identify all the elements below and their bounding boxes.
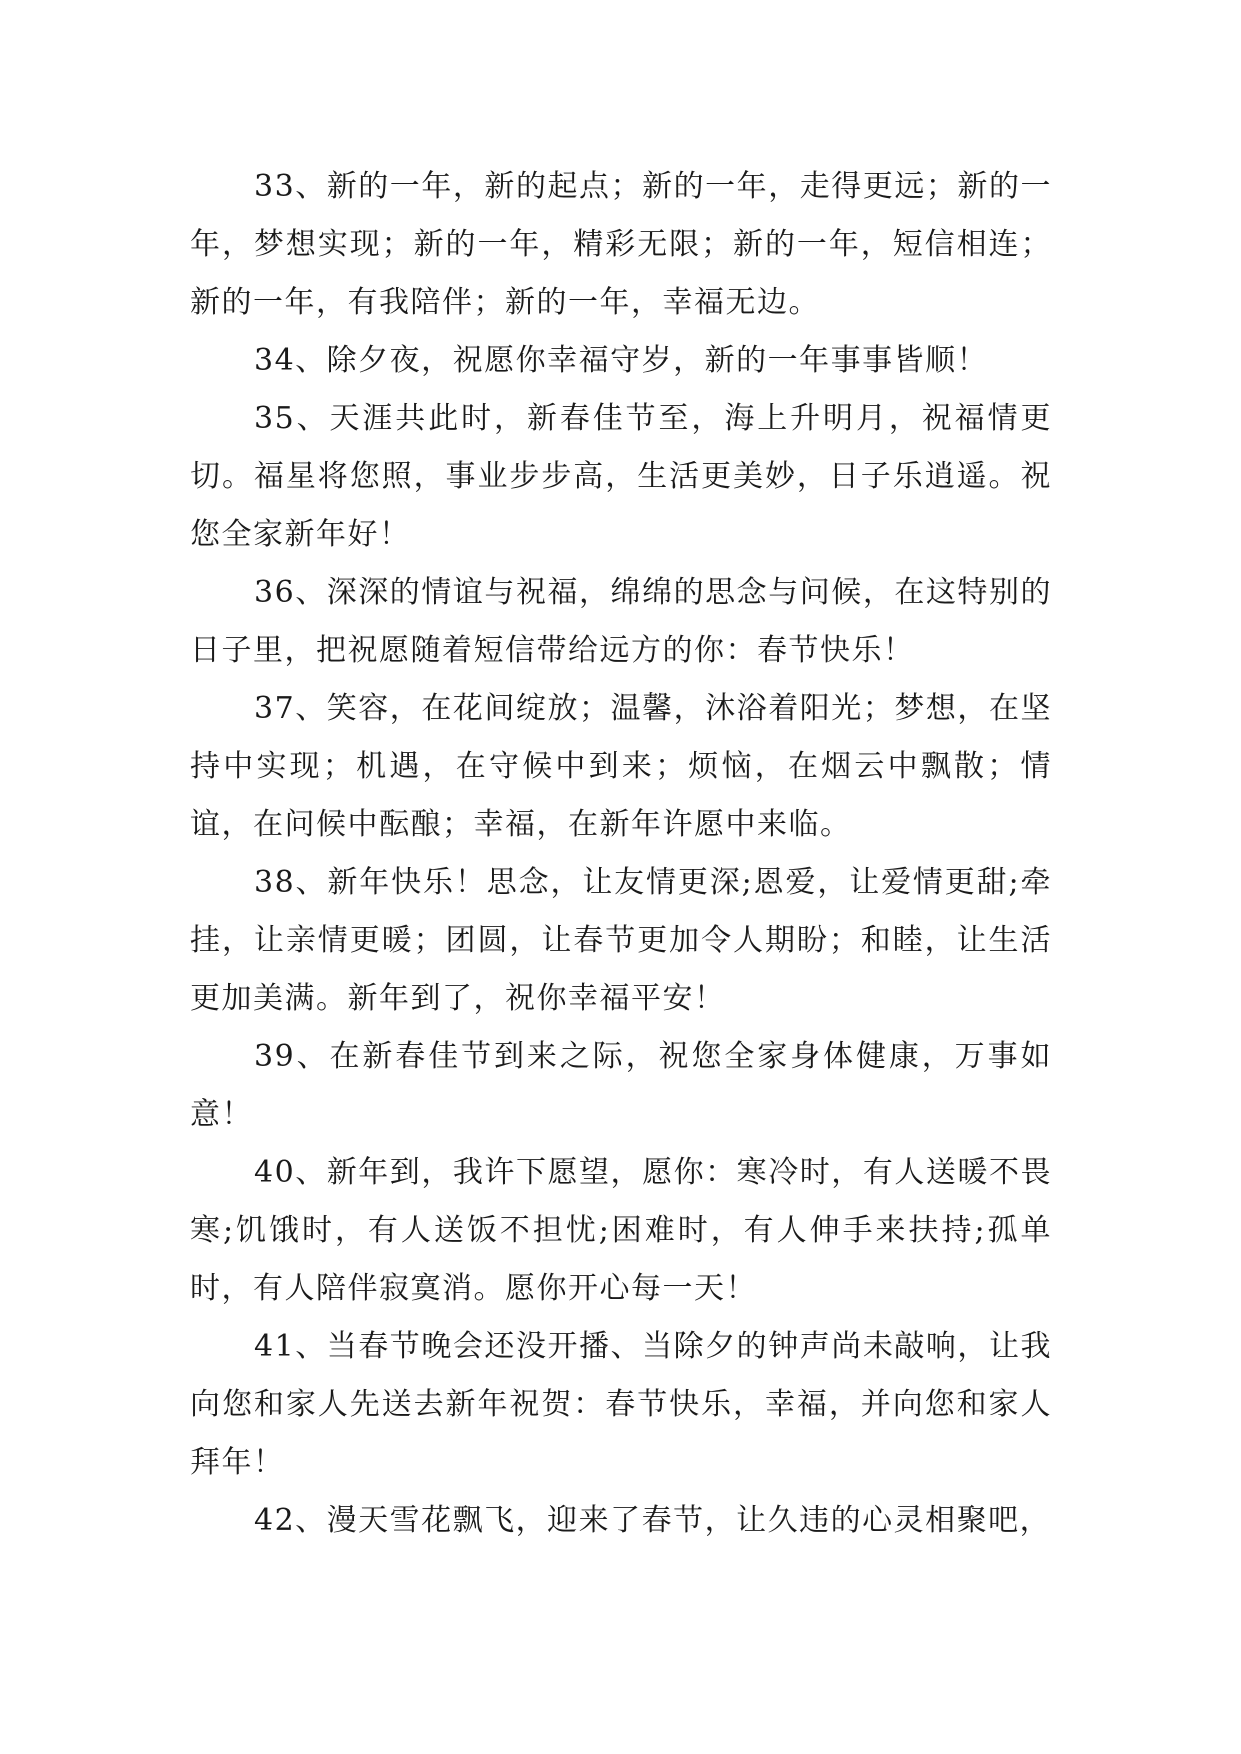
paragraph-42: 42、漫天雪花飘飞，迎来了春节，让久违的心灵相聚吧， [254,1503,1052,1538]
paragraph-35: 35、天涯共此时，新春佳节至，海上升明月，祝福情更切。福星将您照，事业步步高，生活更美妙，日子乐逍遥。祝您全家新年好！ [190,401,1052,552]
document-body [190,158,1052,1550]
paragraph-38: 38、新年快乐！思念，让友情更深;恩爱，让爱情更甜;牵挂，让亲情更暖；团圆，让春节更加令人期盼；和睦，让生活更加美满。新年到了，祝你幸福平安！ [190,865,1052,1016]
paragraph-40: 40、新年到，我许下愿望，愿你：寒冷时，有人送暖不畏寒;饥饿时，有人送饭不担忧;困难时，有人伸手来扶持;孤单时，有人陪伴寂寞消。愿你开心每一天！ [190,1155,1052,1306]
paragraph-37: 37、笑容，在花间绽放；温馨，沐浴着阳光；梦想，在坚持中实现；机遇，在守候中到来；烦恼，在烟云中飘散；情谊，在问候中酝酿；幸福，在新年许愿中来临。 [190,691,1052,842]
paragraph-41: 41、当春节晚会还没开播、当除夕的钟声尚未敲响，让我向您和家人先送去新年祝贺：春节快乐，幸福，并向您和家人拜年！ [190,1329,1052,1480]
paragraph-34: 34、除夕夜，祝愿你幸福守岁，新的一年事事皆顺！ [254,343,989,378]
paragraph-33: 33、新的一年，新的起点；新的一年，走得更远；新的一年，梦想实现；新的一年，精彩无限；新的一年，短信相连；新的一年，有我陪伴；新的一年，幸福无边。 [190,169,1052,320]
paragraph-39: 39、在新春佳节到来之际，祝您全家身体健康，万事如意！ [190,1039,1052,1132]
paragraph-36: 36、深深的情谊与祝福，绵绵的思念与问候，在这特别的日子里，把祝愿随着短信带给远方的你：春节快乐！ [190,575,1052,668]
